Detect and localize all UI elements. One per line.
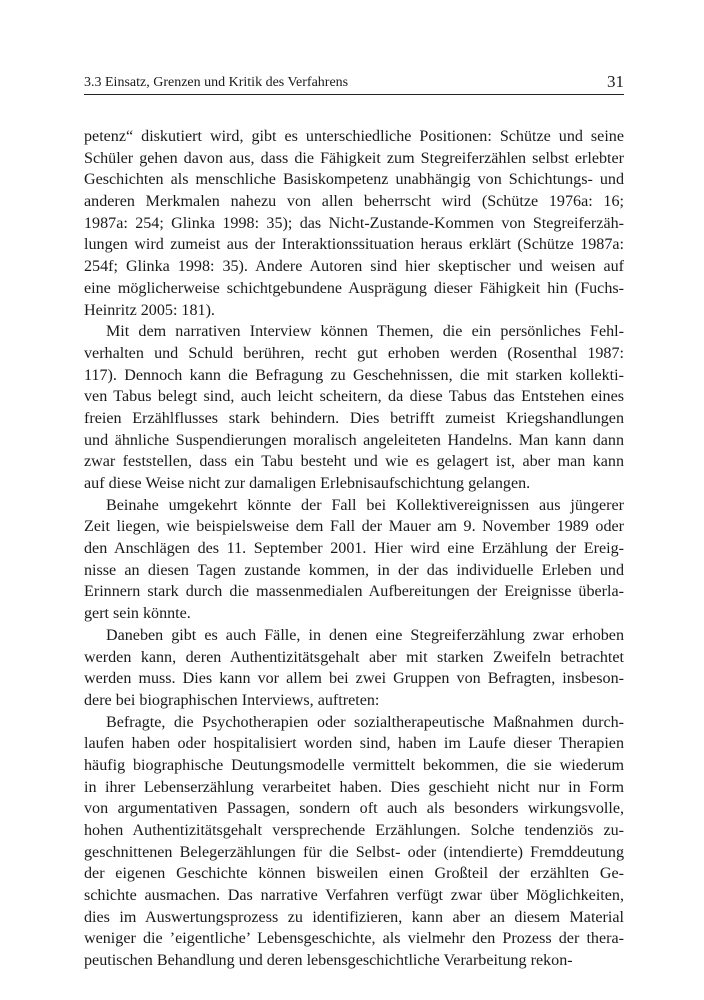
paragraph xyxy=(84,625,624,712)
text-line: Zeit liegen, wie beispielsweise dem Fall der Mauer am 9. November 1989 oder xyxy=(84,518,624,536)
body-text xyxy=(84,126,624,972)
text-line: nisse an diesen Tagen zustande kommen, in der das individuelle Erleben und xyxy=(84,561,624,579)
text-line: eine möglicherweise schichtgebundene Ausprägung dieser Fähigkeit hin (Fuchs- xyxy=(84,279,624,297)
text-line: Heinritz 2005: 181). xyxy=(84,301,215,319)
text-line: werden muss. Dies kann vor allem bei zwei Gruppen von Befragten, insbeson- xyxy=(84,670,624,688)
page-number: 31 xyxy=(607,72,624,91)
text-line: petenz“ diskutiert wird, gibt es unterschiedliche Positionen: Schütze und seine xyxy=(84,128,624,145)
text-line: werden kann, deren Authentizitätsgehalt aber mit starken Zweifeln betrachtet xyxy=(84,648,624,666)
paragraph xyxy=(84,712,624,972)
text-line: schichte ausmachen. Das narrative Verfahren verfügt zwar über Möglichkeiten, xyxy=(84,887,624,905)
text-line: in ihrer Lebenserzählung verarbeitet haben. Dies geschieht nicht nur in Form xyxy=(84,778,624,796)
text-line: Erinnern stark durch die massenmedialen Aufbereitungen der Ereignisse überla- xyxy=(84,583,624,601)
text-line: peutischen Behandlung und deren lebensgeschichtliche Verarbeitung rekon- xyxy=(84,952,573,970)
paragraph xyxy=(84,321,624,495)
text-line: Befragte, die Psychotherapien oder sozialtherapeutische Maßnahmen durch- xyxy=(106,713,624,731)
text-line: laufen haben oder hospitalisiert worden sind, haben im Laufe dieser Therapien xyxy=(84,735,624,753)
text-line: dies im Auswertungsprozess zu identifizieren, kann aber an diesem Material xyxy=(84,908,624,926)
text-line: Schüler gehen davon aus, dass die Fähigkeit zum Stegreiferzählen selbst erlebter xyxy=(84,149,624,167)
text-line: 1987a: 254; Glinka 1998: 35); das Nicht-Zustande-Kommen von Stegreiferzäh- xyxy=(84,214,624,232)
text-line: gert sein könnte. xyxy=(84,605,191,623)
text-line: und ähnliche Suspendierungen moralisch angeleiteten Handelns. Man kann dann xyxy=(84,431,624,449)
text-line: auf diese Weise nicht zur damaligen Erlebnisaufschichtung gelangen. xyxy=(84,475,531,492)
text-line: lungen wird zumeist aus der Interaktionssituation heraus erklärt (Schütze 1987a: xyxy=(84,236,624,254)
text-line: 117). Dennoch kann die Befragung zu Geschehnissen, die mit starken kollekti- xyxy=(84,366,624,384)
text-line: von argumentativen Passagen, sondern oft auch als besonders wirkungsvolle, xyxy=(84,800,624,818)
text-line: freien Erzählflusses stark behindern. Dies betrifft zumeist Kriegshandlungen xyxy=(84,409,624,427)
text-line: Geschichten als menschliche Basiskompetenz unabhängig von Schichtungs- und xyxy=(84,171,624,189)
text-line: zwar feststellen, dass ein Tabu besteht und wie es gelagert ist, aber man kann xyxy=(84,453,624,471)
paragraph xyxy=(84,126,624,321)
paragraph xyxy=(84,495,624,625)
running-header xyxy=(84,72,624,95)
text-line: anderen Merkmalen nahezu von allen beherrscht wird (Schütze 1976a: 16; xyxy=(84,193,624,211)
text-line: weniger die ’eigentliche’ Lebensgeschichte, als vielmehr den Prozess der thera- xyxy=(84,930,624,948)
text-line: verhalten und Schuld berühren, recht gut erhoben werden (Rosenthal 1987: xyxy=(84,344,624,362)
text-line: geschnittenen Belegerzählungen für die Selbst- oder (intendierte) Fremddeutung xyxy=(84,843,624,861)
text-line: dere bei biographischen Interviews, auftreten: xyxy=(84,691,380,709)
text-line: Daneben gibt es auch Fälle, in denen eine Stegreiferzählung zwar erhoben xyxy=(106,626,624,644)
text-line: den Anschlägen des 11. September 2001. Hier wird eine Erzählung der Ereig- xyxy=(84,540,624,558)
text-line: ven Tabus belegt sind, auch leicht scheitern, da diese Tabus das Entstehen eines xyxy=(84,388,624,406)
text-line: Mit dem narrativen Interview können Themen, die ein persönliches Fehl- xyxy=(106,323,624,341)
text-line: häufig biographische Deutungsmodelle vermittelt bekommen, die sie wiederum xyxy=(84,756,624,774)
text-line: hohen Authentizitätsgehalt versprechende Erzählungen. Solche tendenziös zu- xyxy=(84,822,624,839)
text-line: 254f; Glinka 1998: 35). Andere Autoren sind hier skeptischer und weisen auf xyxy=(84,258,624,276)
running-header-title: 3.3 Einsatz, Grenzen und Kritik des Verfahrens xyxy=(84,75,349,90)
text-line: der eigenen Geschichte können bisweilen einen Großteil der erzählten Ge- xyxy=(84,865,624,883)
text-line: Beinahe umgekehrt könnte der Fall bei Kollektivereignissen aus jüngerer xyxy=(106,496,624,514)
